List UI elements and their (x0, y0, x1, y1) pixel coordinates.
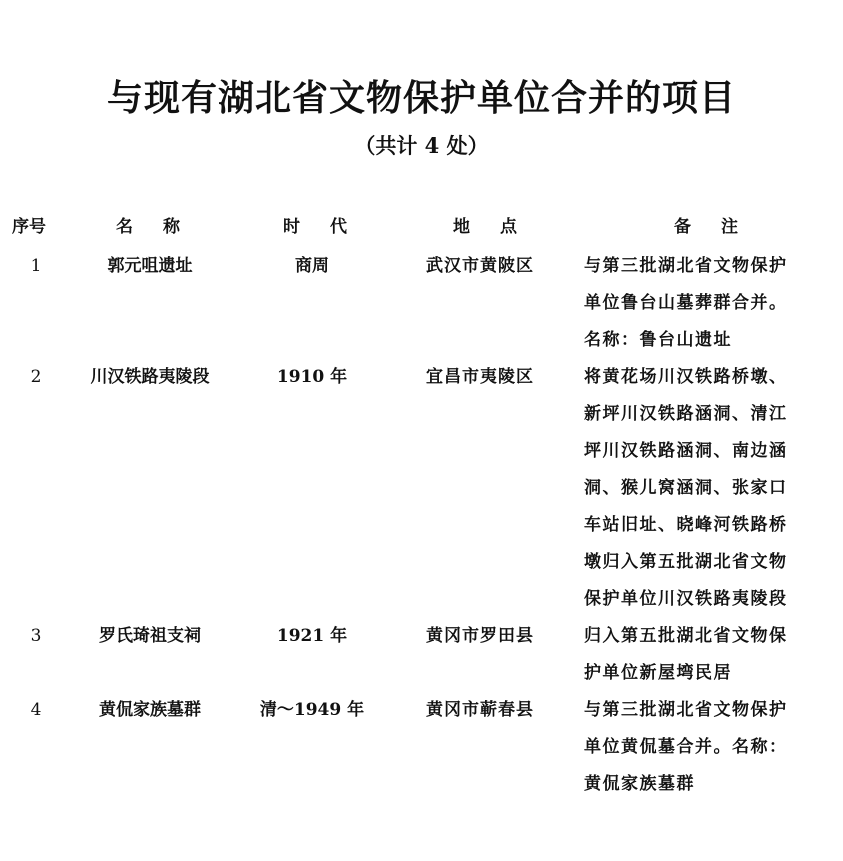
row-name: 郭元咀遗址 (107, 256, 193, 276)
note-line: 单位鲁台山墓葬群合并。 (584, 293, 788, 313)
note-line: 坪川汉铁路涵洞、南边涵 (584, 441, 788, 461)
row-no: 1 (30, 256, 42, 276)
row-note (584, 252, 829, 363)
table-header (0, 213, 843, 241)
header-era: 时代 (283, 217, 377, 237)
note-line: 新坪川汉铁路涵洞、清江 (584, 404, 788, 424)
note-line: 单位黄侃墓合并。名称： (584, 737, 788, 757)
note-line: 与第三批湖北省文物保护 (584, 256, 788, 276)
row-era: 1921 年 (276, 626, 348, 646)
page-subtitle: （共计 4 处） (354, 133, 489, 158)
note-line: 洞、猴儿窝涵洞、张家口 (584, 478, 788, 498)
row-era: 商周 (295, 256, 329, 276)
row-era: 清～1949 年 (259, 700, 365, 720)
note-line: 墩归入第五批湖北省文物 (584, 552, 788, 572)
header-place: 地点 (453, 217, 547, 237)
row-no: 3 (30, 626, 42, 646)
page-title: 与现有湖北省文物保护单位合并的项目 (106, 78, 736, 119)
row-place: 黄冈市罗田县 (426, 626, 534, 646)
note-line: 护单位新屋塆民居 (584, 663, 732, 683)
row-note (584, 363, 829, 622)
row-no: 2 (30, 367, 42, 387)
header-no: 序号 (12, 217, 46, 237)
row-note (584, 696, 829, 807)
row-place: 武汉市黄陂区 (426, 256, 534, 276)
note-line: 黄侃家族墓群 (584, 774, 695, 794)
note-line: 将黄花场川汉铁路桥墩、 (584, 367, 788, 387)
note-line: 与第三批湖北省文物保护 (584, 700, 788, 720)
row-no: 4 (30, 700, 42, 720)
row-note (584, 622, 829, 696)
note-line: 保护单位川汉铁路夷陵段 (584, 589, 788, 609)
row-name: 罗氏琦祖支祠 (99, 626, 201, 646)
note-line: 名称：鲁台山遗址 (584, 330, 732, 350)
row-place: 宜昌市夷陵区 (426, 367, 534, 387)
header-name: 名称 (116, 217, 210, 237)
row-name: 黄侃家族墓群 (99, 700, 201, 720)
row-place: 黄冈市蕲春县 (426, 700, 534, 720)
note-line: 车站旧址、晓峰河铁路桥 (584, 515, 788, 535)
row-era: 1910 年 (276, 367, 348, 387)
header-note: 备注 (674, 217, 768, 237)
note-line: 归入第五批湖北省文物保 (584, 626, 788, 646)
row-name: 川汉铁路夷陵段 (90, 367, 210, 387)
